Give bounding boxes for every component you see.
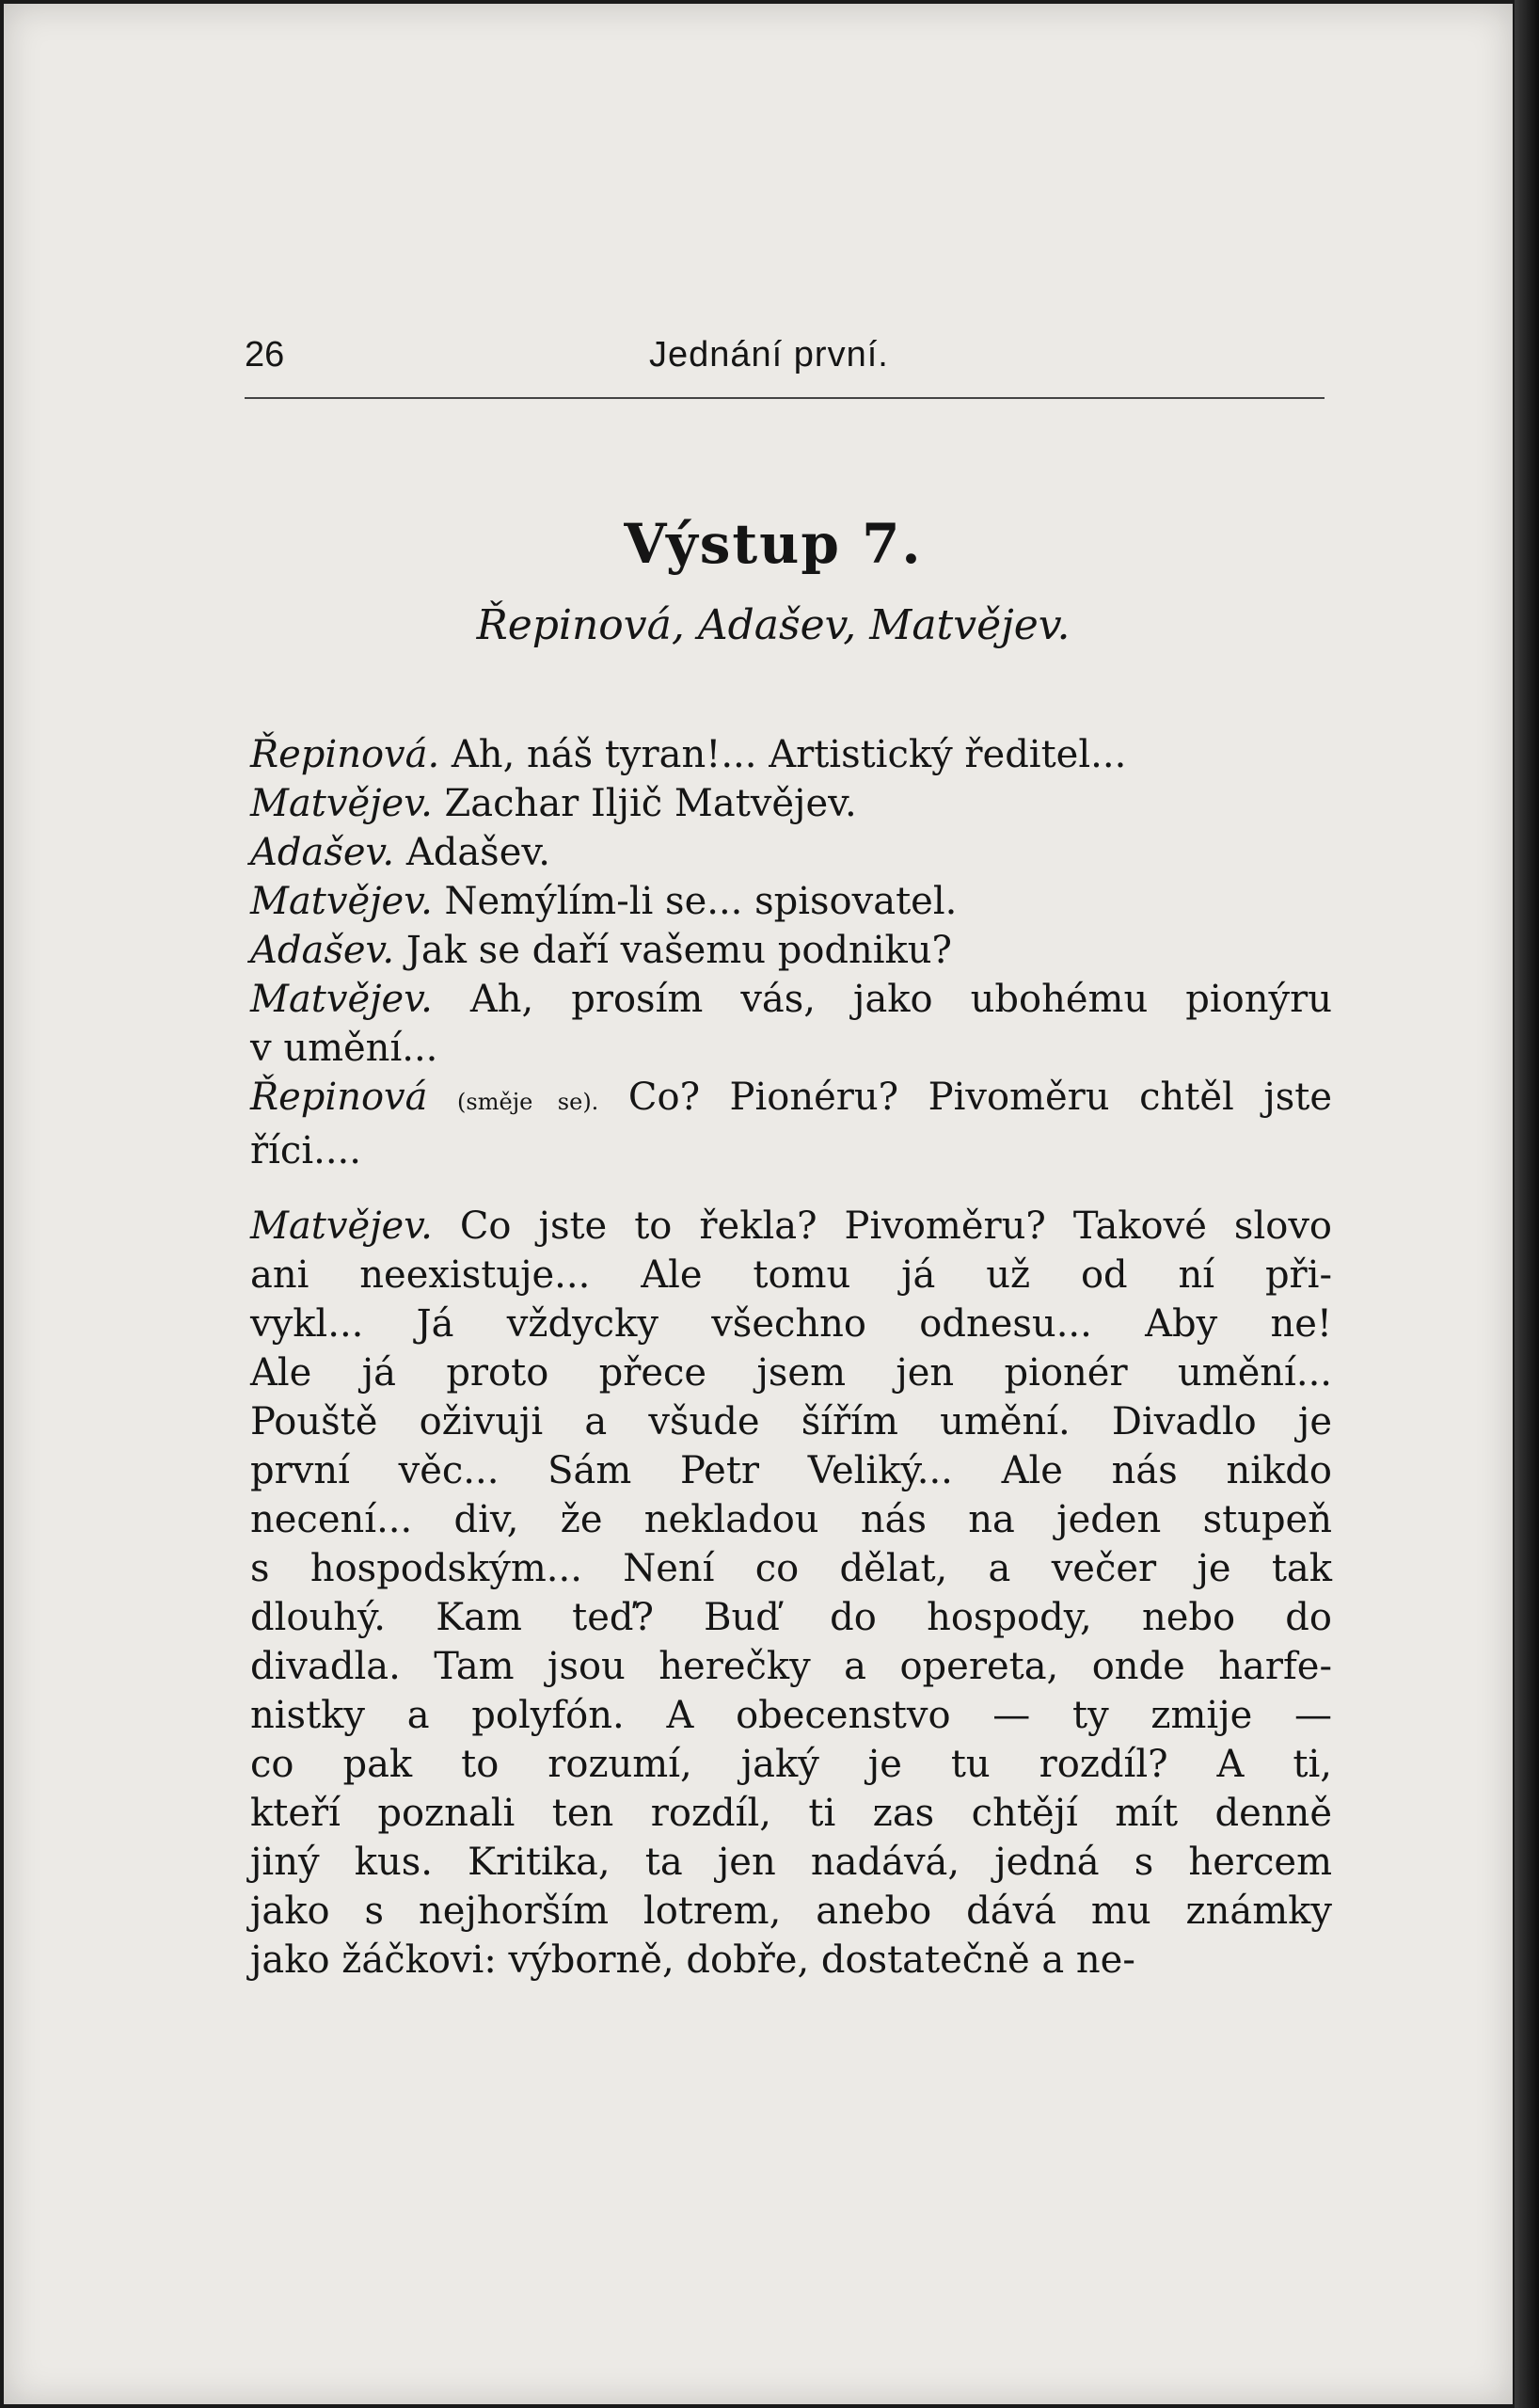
speech bbox=[250, 1073, 1332, 1175]
speech-line bbox=[250, 1691, 1332, 1740]
speech-text: Zachar Iljič Matvějev. bbox=[444, 782, 857, 825]
speech-text: ani neexistuje... Ale tomu já už od ní při- bbox=[250, 1253, 1332, 1297]
speech-line bbox=[250, 1593, 1332, 1642]
speaker-name: Matvějev. bbox=[250, 880, 433, 923]
speech-line bbox=[250, 877, 1332, 926]
speaker-name: Matvějev. bbox=[250, 1204, 433, 1248]
page-header bbox=[245, 335, 1325, 391]
speech-line bbox=[250, 1838, 1332, 1887]
speaker-name: Adašev. bbox=[250, 831, 395, 874]
book-page bbox=[4, 4, 1513, 2404]
speech-line bbox=[250, 1544, 1332, 1593]
speech-text: vykl... Já vždycky všechno odnesu... Aby ne! bbox=[250, 1302, 1332, 1346]
speech-text: Ah, náš tyran!... Artistický ředitel... bbox=[451, 733, 1127, 776]
speech-text: Pouště oživuji a všude šířím umění. Divadlo je bbox=[250, 1400, 1332, 1443]
speech-line bbox=[250, 1202, 1332, 1251]
speech-text: Ale já proto přece jsem jen pionér umění... bbox=[250, 1351, 1332, 1395]
speaker-name: Řepinová. bbox=[250, 733, 440, 776]
scene-characters: Řepinová, Adašev, Matvějev. bbox=[476, 601, 1071, 649]
speech-text: Co? Pionéru? Pivoměru chtěl jste bbox=[627, 1076, 1333, 1119]
speech-text: první věc... Sám Petr Veliký... Ale nás nikdo bbox=[250, 1449, 1332, 1492]
speaker-name: Řepinová bbox=[250, 1076, 428, 1119]
speech-line bbox=[250, 926, 1332, 975]
speech-line bbox=[250, 1789, 1332, 1838]
speech bbox=[250, 828, 1332, 877]
speech-text: Jak se daří vašemu podniku? bbox=[405, 929, 953, 972]
speech-line bbox=[250, 1887, 1332, 1936]
header-rule bbox=[245, 397, 1325, 399]
speaker-name: Matvějev. bbox=[250, 978, 433, 1021]
dialogue bbox=[250, 730, 1332, 1985]
speech bbox=[250, 877, 1332, 926]
speech-text: co pak to rozumí, jaký je tu rozdíl? A ti, bbox=[250, 1743, 1332, 1786]
speaker-name: Matvějev. bbox=[250, 782, 433, 825]
speech-line bbox=[250, 1126, 1332, 1175]
speech-line bbox=[250, 828, 1332, 877]
running-head: Jednání první. bbox=[649, 335, 889, 375]
speech-text: jako žáčkovi: výborně, dobře, dostatečně a ne- bbox=[250, 1938, 1135, 1982]
speech-line bbox=[250, 1446, 1332, 1495]
speech-text: v umění... bbox=[250, 1027, 438, 1070]
speech-text: s hospodským... Není co dělat, a večer je tak bbox=[250, 1547, 1332, 1590]
speech-text: jako s nejhorším lotrem, anebo dává mu známky bbox=[250, 1890, 1332, 1933]
speech-line bbox=[250, 730, 1332, 779]
stage-direction: (směje se). bbox=[457, 1089, 599, 1115]
speech-line bbox=[250, 1024, 1332, 1073]
speech-text: Co jste to řekla? Pivoměru? Takové slovo bbox=[459, 1204, 1332, 1248]
speech-text: nistky a polyfón. A obecenstvo — ty zmije — bbox=[250, 1694, 1332, 1737]
speech-line bbox=[250, 1348, 1332, 1397]
speech-text: Adašev. bbox=[405, 831, 550, 874]
speaker-name: Adašev. bbox=[250, 929, 395, 972]
speech-text: dlouhý. Kam teď? Buď do hospody, nebo do bbox=[250, 1596, 1332, 1639]
page-number: 26 bbox=[245, 335, 285, 375]
page-edge-shadow bbox=[1515, 0, 1539, 2408]
speech bbox=[250, 1202, 1332, 1985]
speech-line bbox=[250, 1642, 1332, 1691]
speech-line bbox=[250, 1073, 1333, 1126]
speech bbox=[250, 730, 1332, 779]
speech bbox=[250, 779, 1332, 828]
speech-line bbox=[250, 779, 1332, 828]
speech bbox=[250, 975, 1332, 1073]
speech-text: Nemýlím-li se... spisovatel. bbox=[444, 880, 958, 923]
speech-text: jiný kus. Kritika, ta jen nadává, jedná s hercem bbox=[250, 1841, 1332, 1884]
speech bbox=[250, 926, 1332, 975]
speech-text: Ah, prosím vás, jako ubohému pionýru bbox=[469, 978, 1332, 1021]
speech-text: necení... div, že nekladou nás na jeden stupeň bbox=[250, 1498, 1332, 1541]
speech-line bbox=[250, 1495, 1332, 1544]
speech-line bbox=[250, 1397, 1332, 1446]
speech-line bbox=[250, 1740, 1332, 1789]
speech-text: říci.... bbox=[250, 1129, 361, 1172]
speech-text: divadla. Tam jsou herečky a opereta, onde harfe- bbox=[250, 1645, 1332, 1688]
speech-line bbox=[250, 1300, 1332, 1348]
speech-line bbox=[250, 1251, 1332, 1300]
speech-text: kteří poznali ten rozdíl, ti zas chtějí mít denně bbox=[250, 1792, 1332, 1835]
scene-title: Výstup 7. bbox=[624, 512, 923, 576]
speech-line bbox=[250, 1936, 1332, 1985]
speech-line bbox=[250, 975, 1332, 1024]
